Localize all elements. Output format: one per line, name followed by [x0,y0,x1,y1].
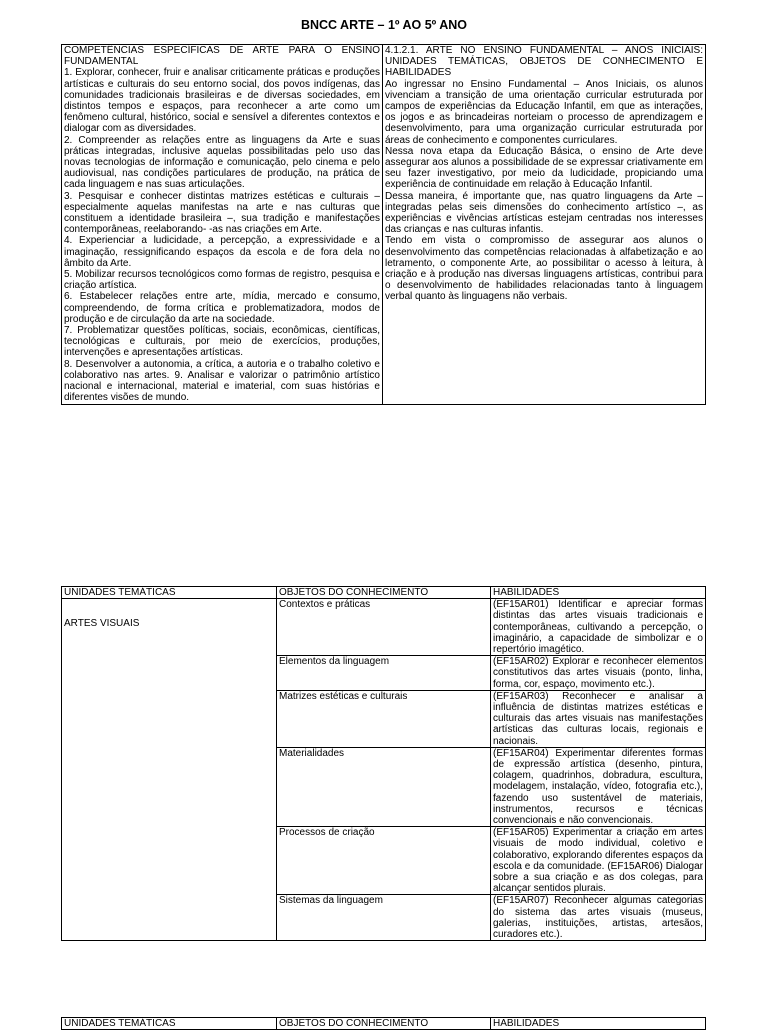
anos-iniciais-cell [383,45,706,405]
competencia-item: 8. Desenvolver a autonomia, a crítica, a autoria e o trabalho coletivo e colaborativo nas artes. 9. Analisar e valorizar o patrimônio artístico nacional e internacional, material e imaterial, com suas histórias e diferentes visões de mundo. [64,358,380,404]
habilidade-cell: (EF15AR04) Experimentar diferentes formas de expressão artística (desenho, pintura, colagem, quadrinhos, dobradura, escultura, modelagem, instalação, vídeo, fotografia etc.), fazendo uso sustentável de materiais, instrumentos, recursos e técnicas convencionais e não convencionais. [491,747,706,826]
competencias-cell [62,45,383,405]
habilidade-cell: (EF15AR05) Experimentar a criação em artes visuais de modo individual, coletivo e colaborativo, explorando diferentes espaços da escola e da comunidade. (EF15AR06) Dialogar sobre a sua criação e as dos colegas, para alcançar sentidos plurais. [491,827,706,895]
anos-iniciais-paragraph: Tendo em vista o compromisso de assegurar aos alunos o desenvolvimento das competências relacionadas à alfabetização e ao letramento, o componente Arte, ao possibilitar o acesso à leitura, à criação e à produção nas diversas linguagens artísticas, contribui para o desenvolvimento de habilidades relacionadas tanto à linguagem verbal quanto às linguagens não verbais. [385,235,703,303]
unit-cell [62,599,277,941]
objeto-cell: Processos de criação [277,827,491,895]
competencia-item: 1. Explorar, conhecer, fruir e analisar criticamente práticas e produções artísticas e culturais do seu entorno social, dos povos indígenas, das comunidades tradicionais brasileiras e de diversas sociedades, em distintos tempos e espaços, para reconhecer a arte como um fenômeno cultural, histórico, social e sensível a diferentes contextos e dialogar com as diversidades. [64,67,380,135]
header-objetos: OBJETOS DO CONHECIMENTO [277,587,491,599]
competencias-heading: COMPETÊNCIAS ESPECÍFICAS DE ARTE PARA O ENSINO FUNDAMENTAL [64,45,380,68]
objeto-cell: Contextos e práticas [277,599,491,656]
competencias-table [61,44,706,405]
competencia-item: 2. Compreender as relações entre as linguagens da Arte e suas práticas integradas, inclusive aquelas possibilitadas pelo uso das novas tecnologias de informação e comunicação, pelo cinema e pelo audiovisual, nas condições particulares de produção, na prática de cada linguagem e nas suas articulações. [64,134,380,191]
habilidade-cell: (EF15AR02) Explorar e reconhecer elementos constitutivos das artes visuais (ponto, linha, forma, cor, espaço, movimento etc.). [491,656,706,691]
unit-label: ARTES VISUAIS [64,618,140,630]
header-unidades: UNIDADES TEMÁTICAS [62,587,277,599]
objeto-cell: Sistemas da linguagem [277,895,491,941]
page-title: BNCC ARTE – 1º AO 5º ANO [300,18,468,32]
competencia-item: 6. Estabelecer relações entre arte, mídia, mercado e consumo, compreendendo, de forma crítica e problematizadora, modos de produção e de circulação da arte na sociedade. [64,291,380,325]
habilidade-cell: (EF15AR01) Identificar e apreciar formas distintas das artes visuais tradicionais e contemporâneas, cultivando a percepção, o imaginário, a capacidade de simbolizar e o repertório imagético. [491,599,706,656]
anos-iniciais-paragraph: Ao ingressar no Ensino Fundamental – Anos Iniciais, os alunos vivenciam a transição de uma orientação curricular estruturada por campos de experiências da Educação Infantil, em que as interações, os jogos e as brincadeiras norteiam o processo de aprendizagem e desenvolvimento, para uma organização curricular estruturada por áreas de conhecimento e componentes curriculares. [385,78,703,146]
anos-iniciais-heading: 4.1.2.1. ARTE NO ENSINO FUNDAMENTAL – ANOS INICIAIS: UNIDADES TEMÁTICAS, OBJETOS DE CONHECIMENTO E HABILIDADES [385,45,703,79]
competencia-item: 7. Problematizar questões políticas, sociais, econômicas, científicas, tecnológicas e culturais, por meio de exercícios, produções, intervenções e apresentações artísticas. [64,325,380,359]
competencia-item: 5. Mobilizar recursos tecnológicos como formas de registro, pesquisa e criação artística. [64,269,380,292]
competencia-item: 3. Pesquisar e conhecer distintas matrizes estéticas e culturais – especialmente aquelas manifestas na arte e nas culturas que constituem a identidade brasileira –, sua tradição e manifestações contemporâneas, reelaborando- -as nas criações em Arte. [64,190,380,236]
objeto-cell: Elementos da linguagem [277,656,491,691]
table-header-row [62,587,706,599]
table-row [62,599,706,656]
habilidade-cell: (EF15AR03) Reconhecer e analisar a influência de distintas matrizes estéticas e culturais das artes visuais nas manifestações artísticas das culturas locais, regionais e nacionais. [491,690,706,747]
objeto-cell: Materialidades [277,747,491,826]
competencia-item: 4. Experienciar a ludicidade, a percepção, a expressividade e a imaginação, ressignificando espaços da escola e de fora dela no âmbito da Arte. [64,235,380,269]
objeto-cell: Matrizes estéticas e culturais [277,690,491,747]
anos-iniciais-paragraph: Dessa maneira, é importante que, nas quatro linguagens da Arte – integradas pelas seis dimensões do conhecimento artístico –, as experiências e vivências artísticas estejam centradas nos interesses das crianças e nas culturas infantis. [385,190,703,236]
habilidades-table [61,586,706,941]
header-habilidades: HABILIDADES [491,1018,706,1030]
habilidade-cell: (EF15AR07) Reconhecer algumas categorias do sistema das artes visuais (museus, galerias, instituições, artistas, artesãos, curadores etc.). [491,895,706,941]
header-unidades: UNIDADES TEMÁTICAS [62,1018,277,1030]
header-objetos: OBJETOS DO CONHECIMENTO [277,1018,491,1030]
header-habilidades: HABILIDADES [491,587,706,599]
anos-iniciais-paragraph: Nessa nova etapa da Educação Básica, o ensino de Arte deve assegurar aos alunos a possibilidade de se expressar criativamente em seu fazer investigativo, por meio da ludicidade, propiciando uma experiência de continuidade em relação à Educação Infantil. [385,145,703,191]
